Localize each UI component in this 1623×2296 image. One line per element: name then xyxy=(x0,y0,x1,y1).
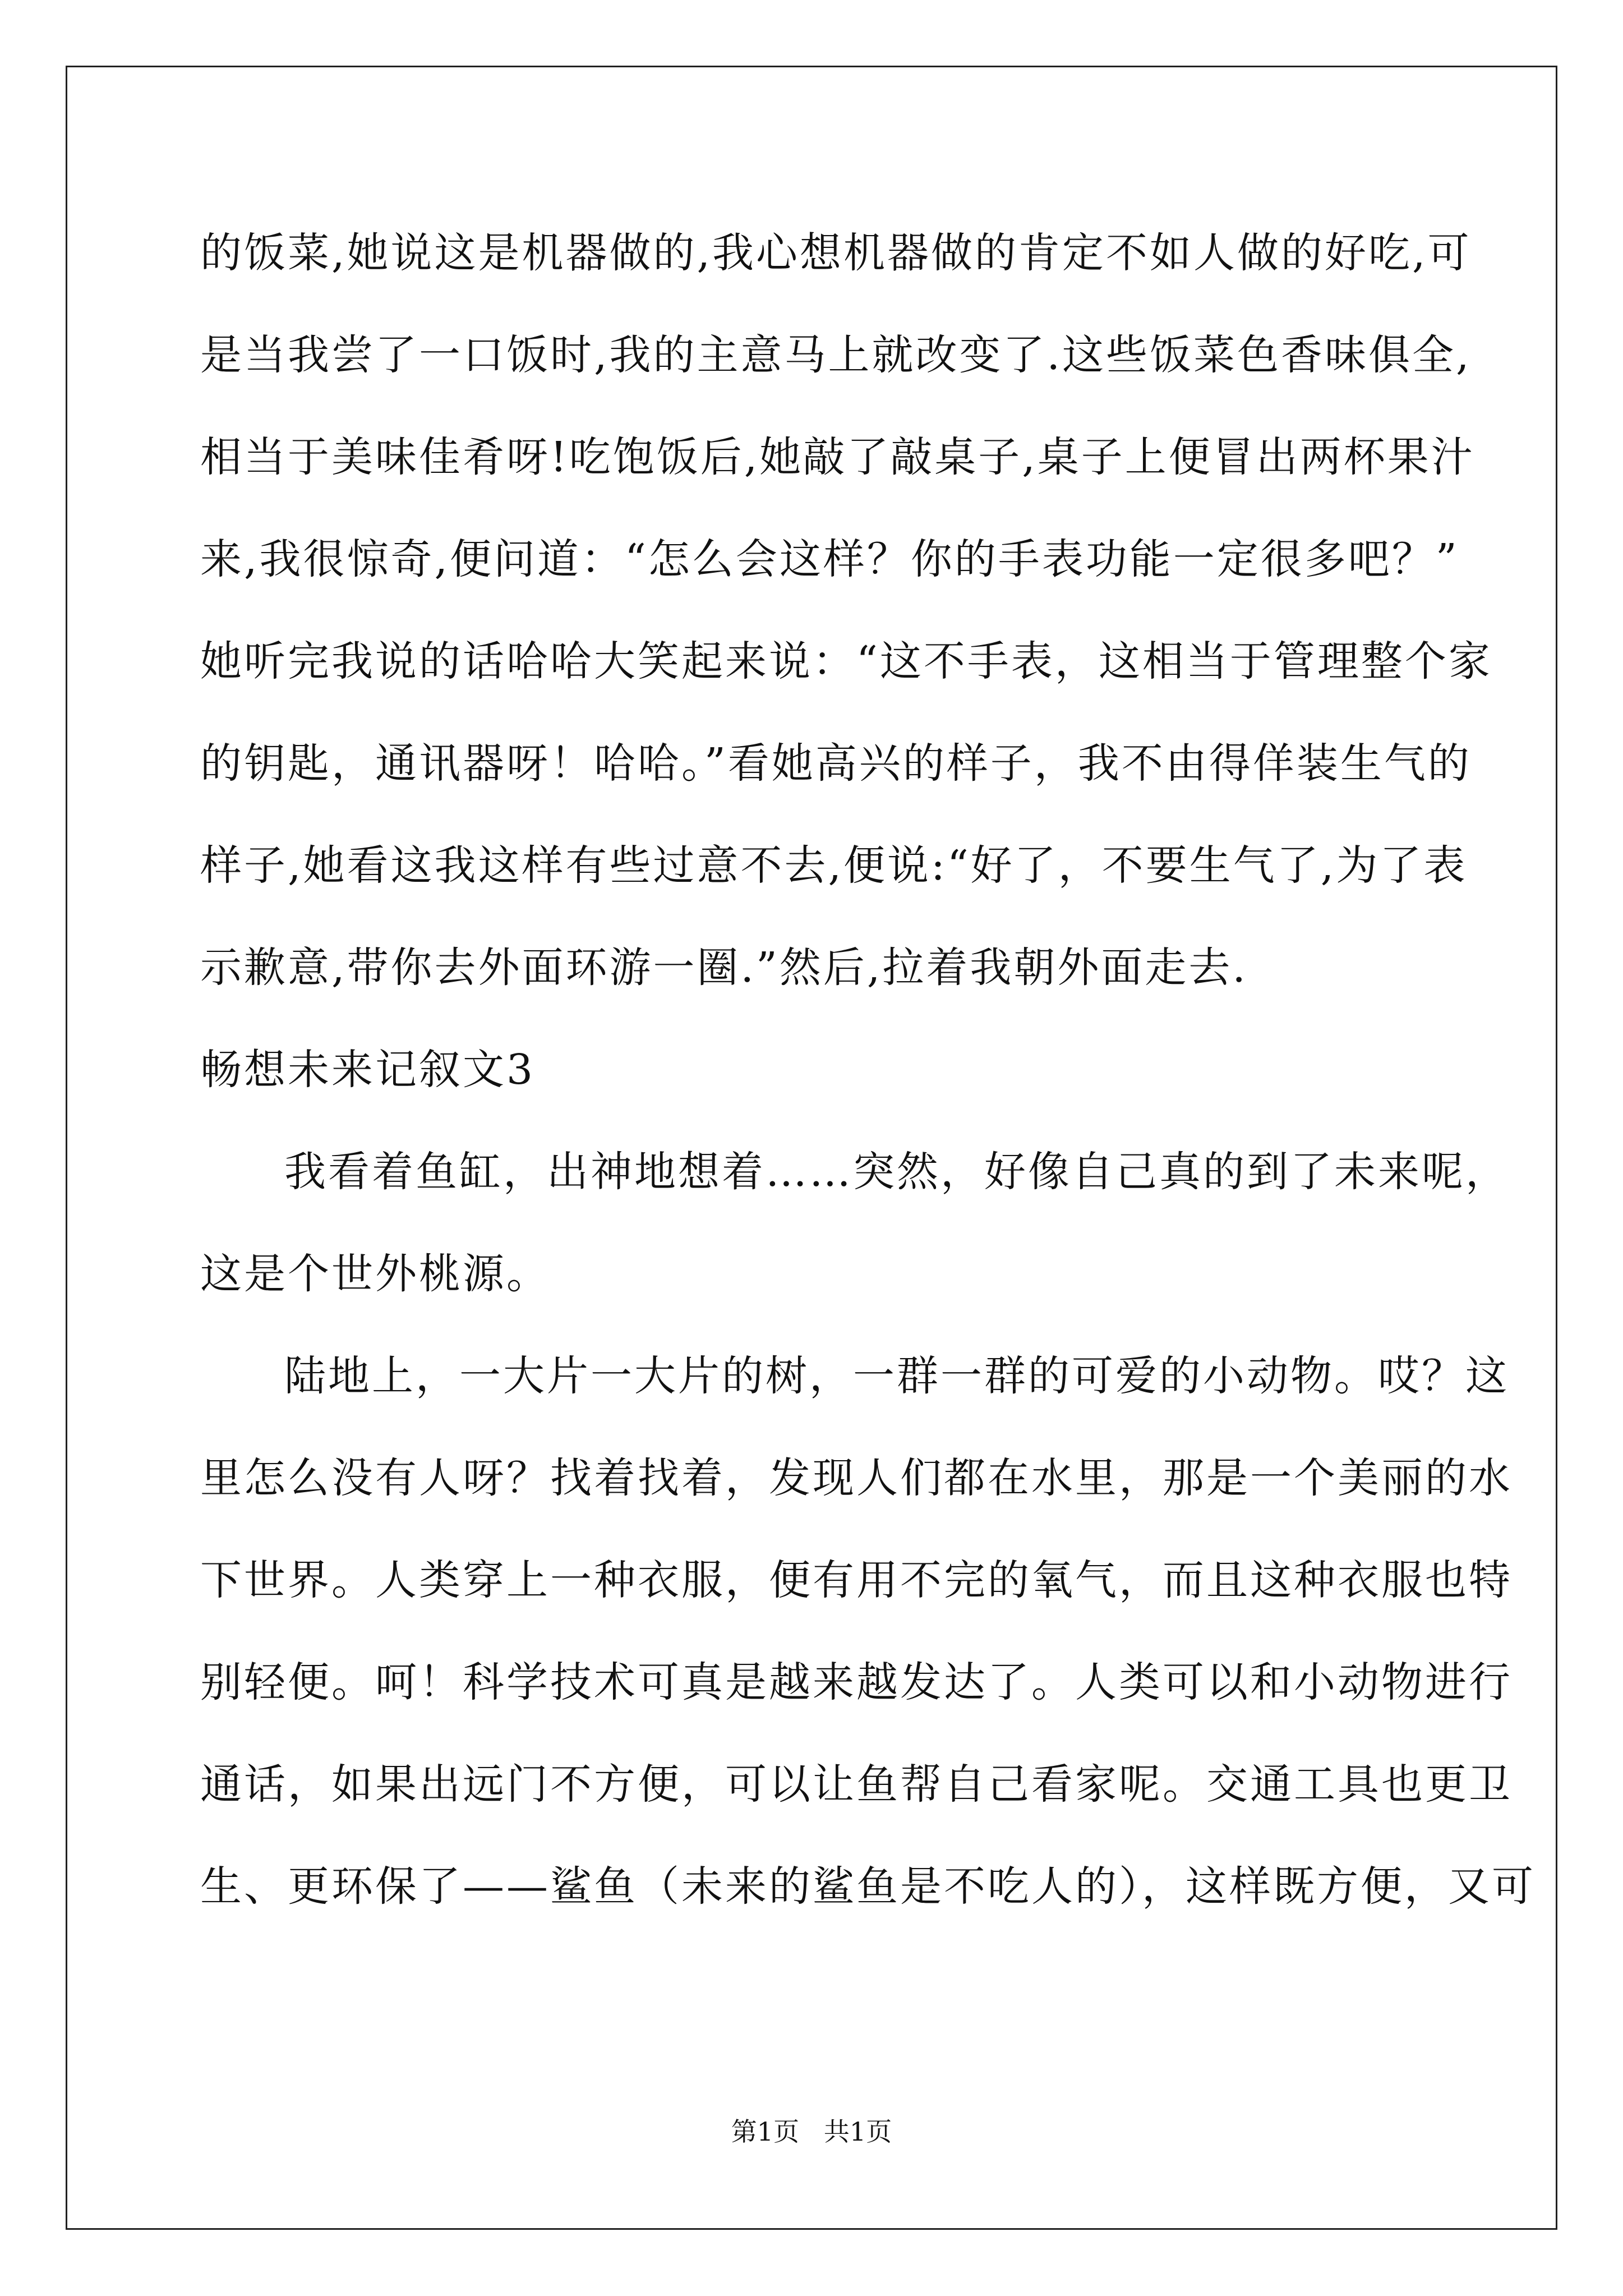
page-number: 第1页 共1页 xyxy=(731,2116,892,2147)
text-line: 生、更环保了——鲨鱼（未来的鲨鱼是不吃人的），这样既方便，又可 xyxy=(200,1862,1536,1911)
text-line: 样子,她看这我这样有些过意不去,便说:“好了，不要生气了,为了表 xyxy=(200,841,1468,890)
text-line: 的饭菜,她说这是机器做的,我心想机器做的肯定不如人做的好吃,可 xyxy=(200,229,1472,277)
text-line: 里怎么没有人呀？找着找着，发现人们都在水里，那是一个美丽的水 xyxy=(200,1454,1513,1502)
text-line: 的钥匙，通讯器呀！哈哈。”看她高兴的样子，我不由得佯装生气的 xyxy=(200,739,1472,788)
page-footer xyxy=(0,2115,1623,2148)
text-line: 这是个世外桃源。 xyxy=(200,1250,550,1298)
text-line: 别轻便。呵！科学技术可真是越来越发达了。人类可以和小动物进行 xyxy=(200,1658,1513,1706)
text-line: 陆地上，一大片一大片的树，一群一群的可爱的小动物。哎？这 xyxy=(284,1352,1509,1400)
text-line: 她听完我说的话哈哈大笑起来说：“这不手表，这相当于管理整个家 xyxy=(200,637,1492,685)
section-heading: 畅想未来记叙文3 xyxy=(200,1046,536,1094)
text-line: 相当于美味佳肴呀!吃饱饭后,她敲了敲桌子,桌子上便冒出两杯果汁 xyxy=(200,433,1475,481)
text-line: 是当我尝了一口饭时,我的主意马上就改变了.这些饭菜色香味俱全, xyxy=(200,331,1472,379)
text-line: 示歉意,带你去外面环游一圈.”然后,拉着我朝外面走去. xyxy=(200,944,1248,992)
document-body xyxy=(200,202,1536,1938)
text-line: 通话，如果出远门不方便，可以让鱼帮自己看家呢。交通工具也更卫 xyxy=(200,1760,1513,1809)
text-line: 我看着鱼缸，出神地想着……突然，好像自己真的到了未来呢， xyxy=(284,1148,1509,1196)
text-line: 下世界。人类穿上一种衣服，便有用不完的氧气，而且这种衣服也特 xyxy=(200,1556,1513,1604)
text-line: 来,我很惊奇,便问道：“怎么会这样？你的手表功能一定很多吧？” xyxy=(200,535,1459,583)
